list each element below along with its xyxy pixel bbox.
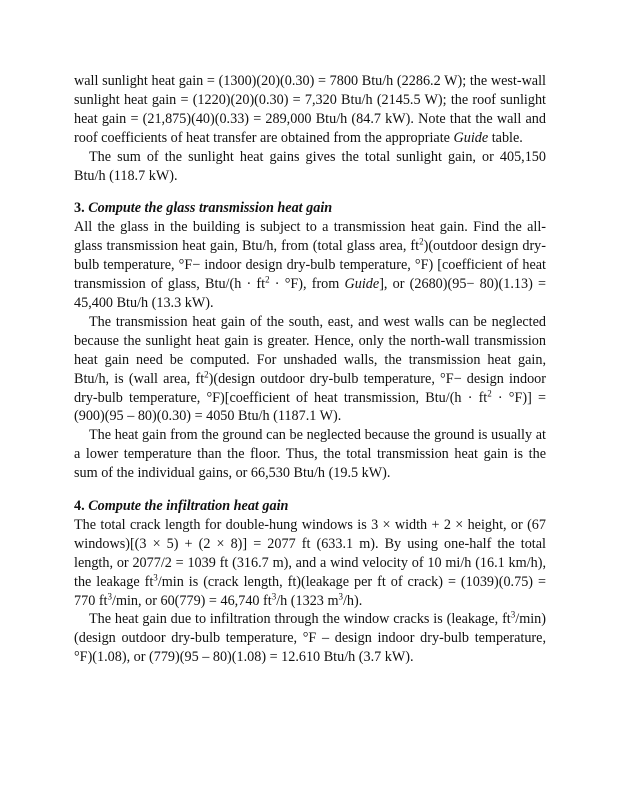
paragraph-sunlight-sum: The sum of the sunlight heat gains gives the total sunlight gain, or 405,150 Btu/h (118.7 kW). (74, 148, 546, 184)
paragraph-sunlight-gains: wall sunlight heat gain = (1300)(20)(0.30) = 7800 Btu/h (2286.2 W); the west-wall sunlight heat gain = (1220)(20)(0.30) = 7,320 Btu/h (2145.5 W); the roof sunlight heat gain = (21,875)(40)(0.33) = 289,000 Btu/h (84.7 kW). Note that the wall and roof coefficients of heat transfer are obtained from the appropriate Guide table. (74, 73, 546, 146)
step-4-heading (74, 497, 546, 516)
paragraph-infiltration-gain: The heat gain due to infiltration through the window cracks is (leakage, $ft^3/\min$) (design outdoor dry-bulb temperature, °F – design indoor dry-bulb temperature, °F)(1.08), or (779)(95 – 80)(1.08) = 12.610 Btu/h (3.7 kW). (74, 609, 546, 666)
paragraph-wall-transmission: The transmission heat gain of the south, east, and west walls can be neglected because the sunlight heat gain is greater. Hence, only the north-wall transmission heat gain need be computed. For unshaded walls, the transmission heat gain, Btu/h, is (wall area, $ft^2)(design$ outdoor dry-bulb temperature, °F− design indoor dry-bulb temperature, °F)[coefficient of heat transmission, $Btu/(h \cdot ft^2 \cdot ^\circ F)] = (900)(95 - 80)(0.30) = 4050$ Btu/h (1187.1 W). (74, 313, 546, 425)
document-page (74, 72, 546, 667)
step-number: 3. (74, 200, 85, 217)
step-title: Compute the infiltration heat gain (88, 498, 289, 515)
guide-reference: Guide (344, 276, 380, 293)
guide-reference: Guide (453, 129, 489, 146)
step-3-heading (74, 199, 546, 218)
paragraph-crack-length: The total crack length for double-hung windows is 3 × width + 2 × height, or (67 windows)[(3 × 5) + (2 × 8)] = 2077 ft (633.1 m). By using one-half the total length, or 2077/2 = 1039 ft (316.7 m), and a wind velocity of 10 mi/h (16.1 km/h), the leakage $ft^3/\min$ is (crack length, ft)(leakage per ft of crack) = (1039)(0.75) = 770 $ft^3/\min$, or 60(779) = 46,740 $ft^3/h$ (1323 $m^3/h$). (74, 516, 546, 609)
paragraph-ground-gain: The heat gain from the ground can be neglected because the ground is usually at a lower temperature than the floor. Thus, the total transmission heat gain is the sum of the individual gains, or 66,530 Btu/h (19.5 kW). (74, 427, 546, 482)
step-title: Compute the glass transmission heat gain (88, 200, 333, 217)
step-number: 4. (74, 498, 85, 515)
paragraph-glass-transmission: All the glass in the building is subject to a transmission heat gain. Find the all-glass transmission heat gain, Btu/h, from (total glass area, $ft^2)(outdoor$ design dry-bulb temperature, °F− indoor design dry-bulb temperature, °F) [coefficient of heat transmission of glass, $Btu/(h \cdot ft^2 \cdot ^\circ F)$, from Guide], or (2680)(95− 80)(1.13) = 45,400 Btu/h (13.3 kW). (74, 219, 547, 311)
